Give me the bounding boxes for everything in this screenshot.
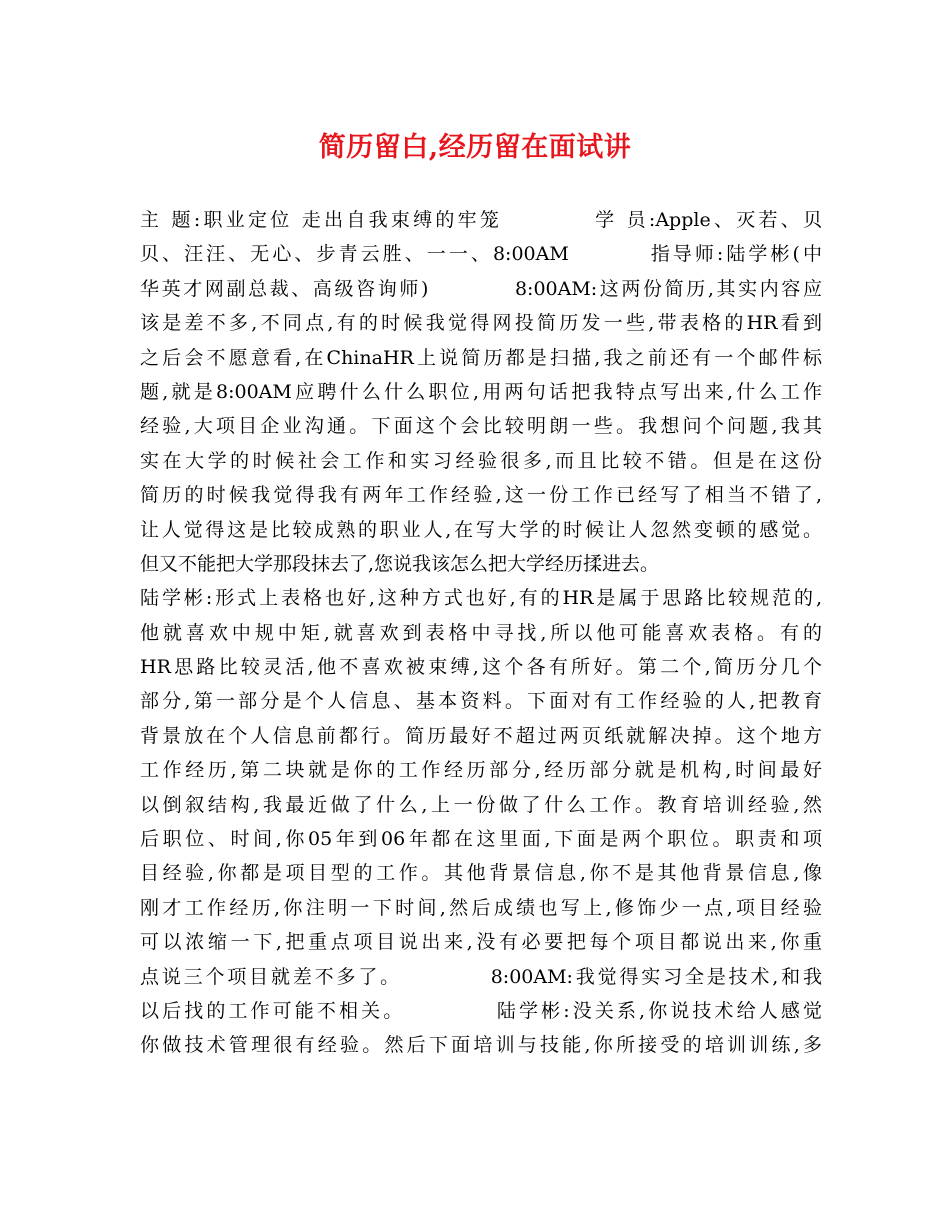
body-line: 之后会不愿意看,在ChinaHR上说简历都是扫描,我之前还有一个邮件标 — [140, 346, 822, 369]
body-line: 工作经历,第二块就是你的工作经历部分,经历部分就是机构,时间最好 — [140, 759, 822, 782]
body-line: 让人觉得这是比较成熟的职业人,在写大学的时候让人忽然变顿的感觉。 — [140, 518, 822, 541]
body-line: 实在大学的时候社会工作和实习经验很多,而且比较不错。但是在这份 — [140, 449, 822, 472]
body-line: 陆学彬:形式上表格也好,这种方式也好,有的HR是属于思路比较规范的, — [140, 587, 822, 610]
body-line: 背景放在个人信息前都行。简历最好不超过两页纸就解决掉。这个地方 — [140, 724, 822, 747]
body-line: 简历的时候我觉得我有两年工作经验,这一份工作已经写了相当不错了, — [140, 484, 822, 507]
body-line: 可以浓缩一下,把重点项目说出来,没有必要把每个项目都说出来,你重 — [140, 931, 822, 954]
body-line: 但又不能把大学那段抹去了,您说我该怎么把大学经历揉进去。 — [140, 552, 660, 575]
body-line: 你做技术管理很有经验。然后下面培训与技能,你所接受的培训训练,多 — [140, 1034, 822, 1057]
body-line: 点说三个项目就差不多了。 8:00AM:我觉得实习全是技术,和我 — [140, 965, 822, 988]
body-line: 该是差不多,不同点,有的时候我觉得网投简历发一些,带表格的HR看到 — [140, 312, 822, 335]
body-line: 以后找的工作可能不相关。 陆学彬:没关系,你说技术给人感觉 — [140, 999, 822, 1022]
body-line: 题,就是8:00AM应聘什么什么职位,用两句话把我特点写出来,什么工作 — [140, 380, 822, 403]
body-line: 主 题:职业定位 走出自我束缚的牢笼 学 员:Apple、灭若、贝 — [140, 209, 822, 231]
body-line: 刚才工作经历,你注明一下时间,然后成绩也写上,修饰少一点,项目经验 — [140, 896, 822, 919]
body-line: 华英才网副总裁、高级咨询师) 8:00AM:这两份简历,其实内容应 — [140, 277, 822, 300]
document-body — [140, 203, 822, 1063]
body-line: 经验,大项目企业沟通。下面这个会比较明朗一些。我想问个问题,我其 — [140, 415, 822, 438]
body-line: 贝、汪汪、无心、步青云胜、一一、8:00AM 指导师:陆学彬(中 — [140, 243, 822, 266]
body-line: HR思路比较灵活,他不喜欢被束缚,这个各有所好。第二个,简历分几个 — [140, 656, 822, 679]
body-line: 目经验,你都是项目型的工作。其他背景信息,你不是其他背景信息,像 — [140, 862, 822, 885]
body-line: 部分,第一部分是个人信息、基本资料。下面对有工作经验的人,把教育 — [140, 690, 822, 713]
document-title: 简历留白,经历留在面试讲 — [318, 132, 632, 163]
body-line: 他就喜欢中规中矩,就喜欢到表格中寻找,所以他可能喜欢表格。有的 — [140, 621, 822, 644]
body-line: 后职位、时间,你05年到06年都在这里面,下面是两个职位。职责和项 — [140, 828, 822, 851]
body-line: 以倒叙结构,我最近做了什么,上一份做了什么工作。教育培训经验,然 — [140, 793, 822, 816]
